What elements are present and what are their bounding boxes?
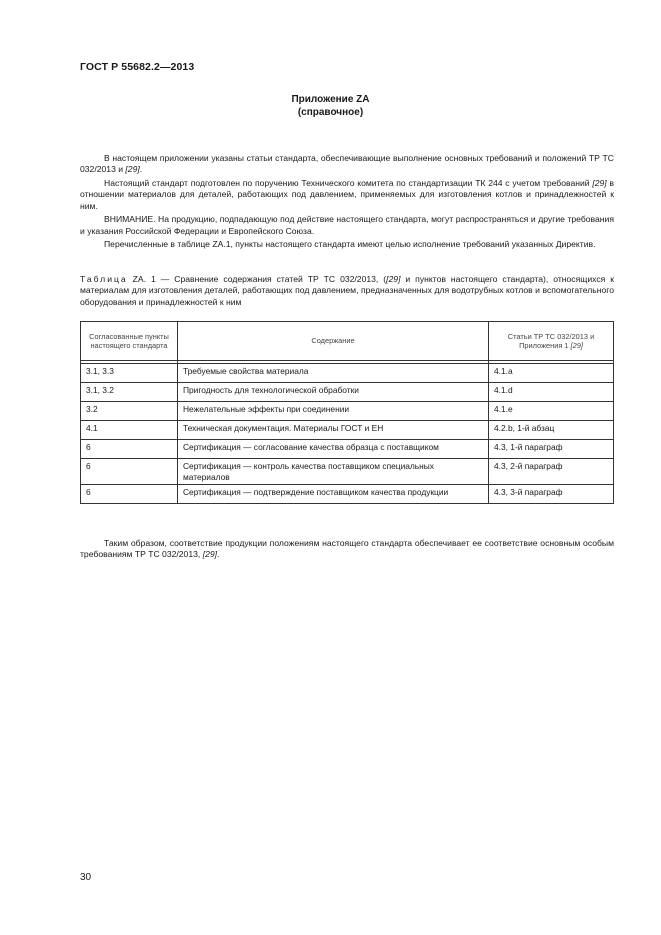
cell-article: 4.1.e <box>489 402 614 421</box>
cell-clause: 3.2 <box>81 402 178 421</box>
cell-article: 4.2.b, 1-й абзац <box>489 421 614 440</box>
cell-content: Сертификация — подтверждение поставщиком качества продукции <box>178 485 489 504</box>
cell-article: 4.1.d <box>489 383 614 402</box>
header-clauses: Согласованные пункты настоящего стандарта <box>81 322 178 361</box>
document-header: ГОСТ Р 55682.2—2013 <box>80 61 195 73</box>
cell-clause: 6 <box>81 485 178 504</box>
cell-content: Сертификация — согласование качества образца с поставщиком <box>178 440 489 459</box>
table-header-row <box>81 322 614 361</box>
header-articles: Статьи ТР ТС 032/2013 и Приложения 1 [29] <box>489 322 614 361</box>
intro-paragraph-2: Настоящий стандарт подготовлен по поручению Технического комитета по стандартизации ТК 244 с учетом требований [29] в отношении материалов для деталей, работающих под давлением, применяемых для изготовления котлов и принадлежностей к ним. <box>80 178 614 211</box>
cell-clause: 3.1, 3.2 <box>81 383 178 402</box>
cell-content: Пригодность для технологической обработки <box>178 383 489 402</box>
reference-link: [29] <box>592 178 607 188</box>
cell-article: 4.3, 1-й параграф <box>489 440 614 459</box>
intro-paragraph-4: Перечисленные в таблице ZA.1, пункты настоящего стандарта имеют целью исполнение требований указанных Директив. <box>104 239 596 250</box>
intro-paragraph-3: ВНИМАНИЕ. На продукцию, подпадающую под действие настоящего стандарта, могут распространяться и другие требования и указания Российской Федерации и Европейского Союза. <box>80 214 614 236</box>
cell-content: Нежелательные эффекты при соединении <box>178 402 489 421</box>
table-row <box>81 485 614 504</box>
intro-text <box>80 153 614 253</box>
table-row <box>81 440 614 459</box>
table-row <box>81 364 614 383</box>
cell-clause: 6 <box>81 459 178 485</box>
table-caption: Таблица ZA. 1 — Сравнение содержания статей ТР ТС 032/2013, ([29] и пунктов настоящего стандарта), относящихся к материалам для изготовления деталей, работающих под давлением, предназначенных для водотрубных котлов и вспомогательного оборудования и принадлежностей к ним <box>80 274 614 307</box>
cell-clause: 4.1 <box>81 421 178 440</box>
cell-content: Техническая документация. Материалы ГОСТ и ЕН <box>178 421 489 440</box>
reference-link: [29] <box>202 549 218 560</box>
annex-heading <box>0 93 661 119</box>
table-row <box>81 383 614 402</box>
cell-content: Требуемые свойства материала <box>178 364 489 383</box>
cell-content: Сертификация — контроль качества поставщиком специальных материалов <box>178 459 489 485</box>
closing-text <box>80 538 614 561</box>
annex-title: Приложение ZA <box>291 94 370 105</box>
cell-clause: 3.1, 3.3 <box>81 364 178 383</box>
cell-article: 4.1.a <box>489 364 614 383</box>
comparison-table <box>80 321 614 504</box>
reference-link: [29] <box>570 341 583 350</box>
header-content: Содержание <box>178 322 489 361</box>
intro-paragraph-1: В настоящем приложении указаны статьи стандарта, обеспечивающие выполнение основных требований и положений ТР ТС 032/2013 и [29]. <box>80 153 614 175</box>
page-number: 30 <box>80 872 92 883</box>
cell-article: 4.3, 2-й параграф <box>489 459 614 485</box>
table-row <box>81 421 614 440</box>
reference-link: [29] <box>125 164 140 175</box>
cell-article: 4.3, 3-й параграф <box>489 485 614 504</box>
annex-subtitle: (справочное) <box>297 107 364 118</box>
cell-clause: 6 <box>81 440 178 459</box>
table-label: Таблица <box>80 274 128 284</box>
reference-link: [29] <box>386 274 401 284</box>
closing-paragraph: Таким образом, соответствие продукции положениям настоящего стандарта обеспечивает ее соответствие основным особым требованиям ТР ТС 032/2013, [29]. <box>80 538 614 560</box>
table-row <box>81 402 614 421</box>
table-row <box>81 459 614 485</box>
